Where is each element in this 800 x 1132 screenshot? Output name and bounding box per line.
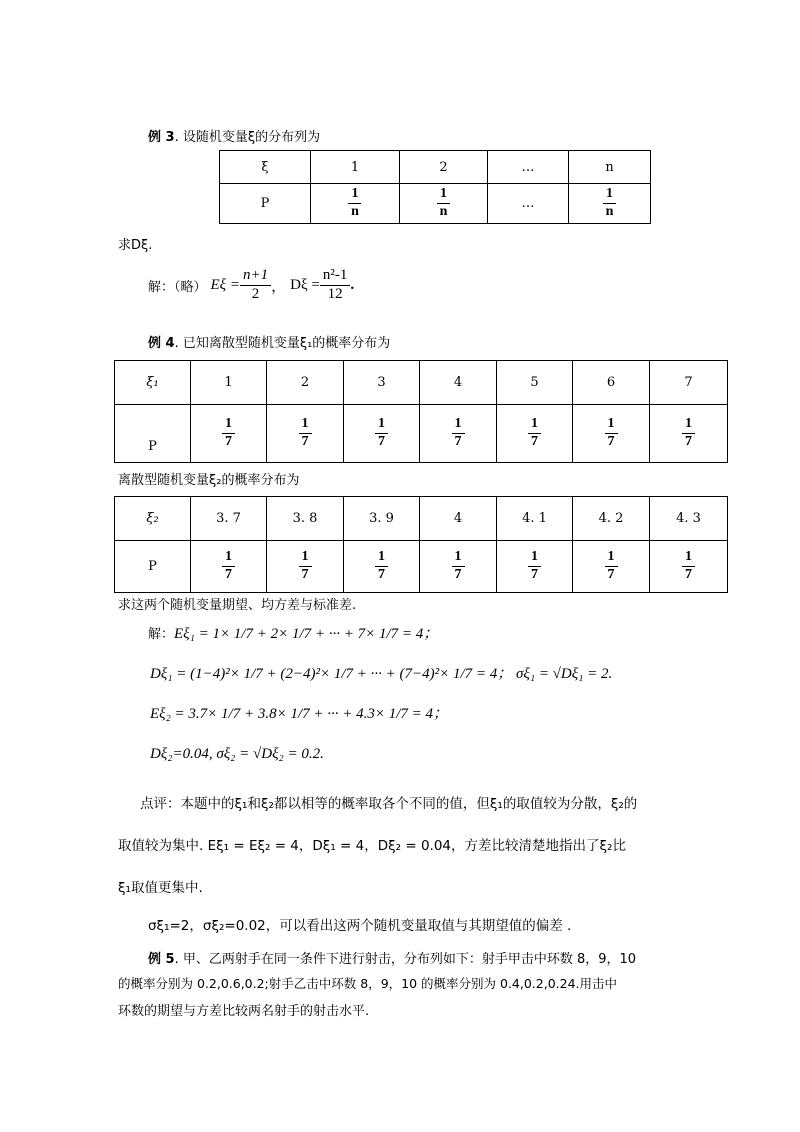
ex4-intro2: 离散型随机变量ξ₂的概率分布为 [118,473,300,488]
ex3-ask: 求Dξ. [118,238,153,253]
ex4-t1-p5: $\frac{1}{7}$ [497,405,573,463]
ex3-p2: $\frac{1}{n}$ [400,184,488,224]
ex3-table [219,150,651,224]
ex4-t1-h1: 1 [191,361,267,405]
ex4-sol3-eq: Eξ₂ = 3.7× 1/7 + 3.8× 1/7 + ··· + 4.3× 1/7 = 4； [150,706,449,722]
ex4-t1-h6: 6 [573,361,650,405]
ex4-t2-h0: ξ₂ [115,497,191,541]
ex3-heading [148,126,320,145]
ex4-sol1-eq: Eξ₁ = 1× 1/7 + 2× 1/7 + ··· + 7× 1/7 = 4； [174,626,439,642]
ex3-p-dots: … [488,184,569,224]
ex4-t2-h5: 4. 1 [497,497,573,541]
ex3-h2: 2 [400,151,488,184]
ex5-label: 例 5 [148,952,175,967]
ex4-heading [148,332,390,351]
ex4-t2-p5: $\frac{1}{7}$ [497,541,573,593]
ex4-comment-3: ξ₁取值更集中. [118,880,203,896]
ex4-t1-p4: $\frac{1}{7}$ [420,405,497,463]
ex3-label: 例 3 [148,130,175,145]
ex3-h1: 1 [311,151,400,184]
ex3-sol-prefix: 解：（略） [148,279,207,295]
ex4-t2-p2: $\frac{1}{7}$ [267,541,344,593]
ex4-sol-4 [150,746,324,763]
ex3-d-frac: $\frac{\text{n²-1}}{12}$ [320,268,351,303]
ex3-p-row [220,184,651,224]
ex3-period: . [350,276,355,293]
ex4-sol-1 [148,622,438,643]
ex3-h0: ξ [220,151,311,184]
ex4-sol-2 [150,662,612,683]
ex4-t1-p-row [115,405,728,463]
ex4-t1-h2: 2 [267,361,344,405]
ex4-t2-p-row [115,541,728,593]
ex4-t2-h3: 3. 9 [344,497,420,541]
ex4-t1-h7: 7 [650,361,728,405]
ex4-sol2-eq: Dξ₁ = (1−4)²× 1/7 + (2−4)²× 1/7 + ··· + (7−4)²× 1/7 = 4； σξ₁ = √Dξ₁ = 2. [150,666,613,682]
ex4-label: 例 4 [148,336,175,351]
ex4-table1 [114,360,728,463]
ex3-pn: $\frac{1}{n}$ [569,184,651,224]
ex4-t1-p3: $\frac{1}{7}$ [344,405,420,463]
ex5-line1-text: . 甲、乙两射手在同一条件下进行射击，分布列如下：射手甲击中环数 8，9，10 [174,952,637,967]
ex3-e-frac: $\frac{n+1}{2}$ [240,268,271,303]
ex4-ask: 求这两个随机变量期望、均方差与标准差. [118,598,357,613]
ex4-t1-header-row [115,361,728,405]
ex3-header-row [220,151,651,184]
ex4-t1-p-label: P [115,405,191,463]
ex4-t2-h1: 3. 7 [191,497,267,541]
ex4-t2-p1: $\frac{1}{7}$ [191,541,267,593]
ex4-table2 [114,496,728,593]
ex3-comma: ， [271,278,287,295]
ex4-comment-4: σξ₁=2，σξ₂=0.02，可以看出这两个随机变量取值与其期望值的偏差 . [148,918,572,934]
ex3-h4: n [569,151,651,184]
ex3-p1: $\frac{1}{n}$ [311,184,400,224]
ex4-t1-p7: $\frac{1}{7}$ [650,405,728,463]
ex3-e-lhs: Eξ = [210,276,240,293]
ex4-t2-h6: 4. 2 [573,497,650,541]
ex4-comment-1: 点评：本题中的ξ₁和ξ₂都以相等的概率取各个不同的值，但ξ₁的取值较为分散，ξ₂的 [140,796,638,812]
ex4-t1-h0: ξ₁ [115,361,191,405]
ex4-sol4-eq: Dξ₂=0.04, σξ₂ = √Dξ₂ = 0.2. [150,746,324,762]
ex3-p-label: P [220,184,311,224]
ex4-t2-p3: $\frac{1}{7}$ [344,541,420,593]
ex4-t2-h4: 4 [420,497,497,541]
ex4-t1-h5: 5 [497,361,573,405]
ex4-sol-3 [150,702,448,723]
ex4-intro: . 已知离散型随机变量ξ₁的概率分布为 [174,336,391,351]
ex4-t2-h7: 4. 3 [650,497,728,541]
ex4-t1-p6: $\frac{1}{7}$ [573,405,650,463]
ex3-solution [148,268,354,303]
ex3-intro: . 设随机变量ξ的分布列为 [174,130,321,145]
ex3-d-lhs: Dξ = [290,276,320,293]
ex5-line-3: 环数的期望与方差比较两名射手的射击水平. [118,1004,370,1019]
ex4-t1-h3: 3 [344,361,420,405]
ex4-t2-header-row [115,497,728,541]
ex4-t2-h2: 3. 8 [267,497,344,541]
ex4-sol1-prefix: 解： [148,627,175,642]
ex4-t2-p-label: P [115,541,191,593]
ex4-comment-2: 取值较为集中. Eξ₁ = Eξ₂ = 4，Dξ₁ = 4，Dξ₂ = 0.04，方差比较清楚地指出了ξ₂比 [118,838,626,854]
ex3-h3: … [488,151,569,184]
ex4-t1-h4: 4 [420,361,497,405]
ex4-t2-p6: $\frac{1}{7}$ [573,541,650,593]
ex4-t2-p4: $\frac{1}{7}$ [420,541,497,593]
ex4-t2-p7: $\frac{1}{7}$ [650,541,728,593]
ex5-line-2: 的概率分别为 0.2,0.6,0.2;射手乙击中环数 8，9，10 的概率分别为 0.4,0.2,0.24.用击中 [118,976,618,991]
ex5-line-1 [148,948,636,967]
ex4-t1-p2: $\frac{1}{7}$ [267,405,344,463]
ex4-t1-p1: $\frac{1}{7}$ [191,405,267,463]
